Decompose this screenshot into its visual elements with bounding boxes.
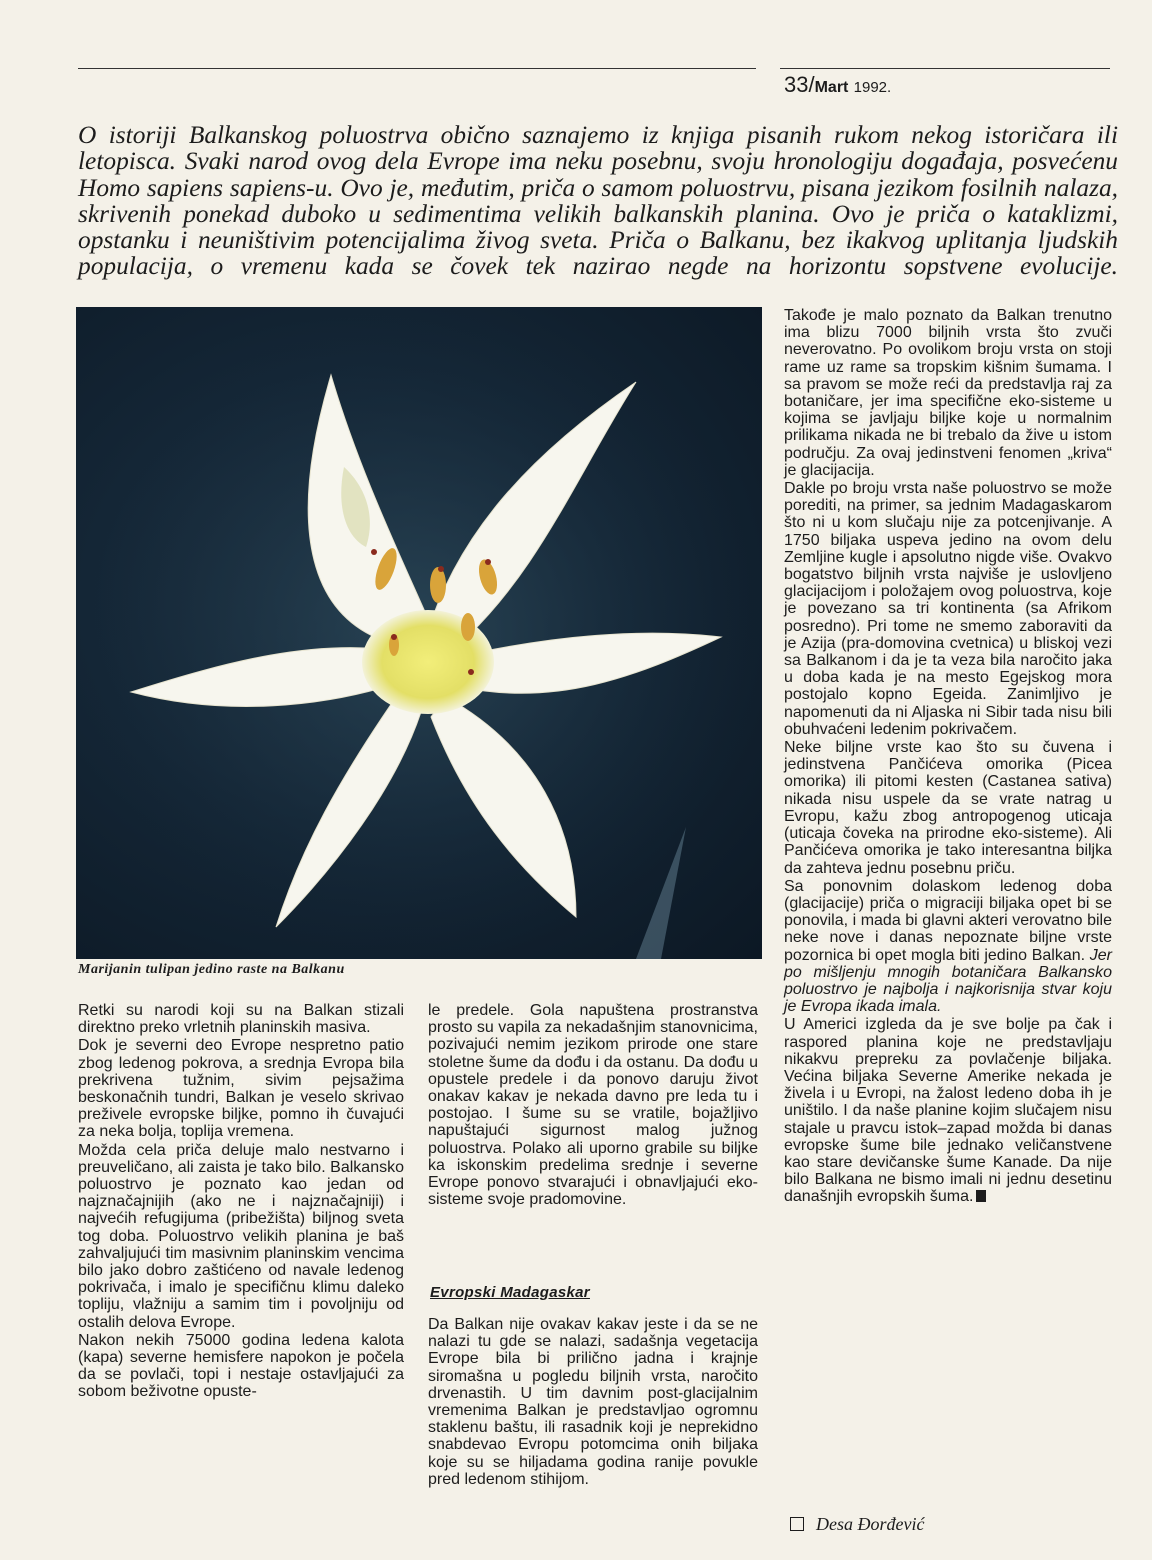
article-column-3 — [784, 307, 1112, 1206]
section-subheading: Evropski Madagaskar — [430, 1284, 590, 1301]
paragraph: le predele. Gola napuštena prostranstva prosto su vapila za nekadašnjim stanovnicima, pozivajući nemim jezikom prirode one stare stoletne šume da dođu i da ostanu. Da dođu u opustele predele i da ponovo daruju život onakav kakav je nekada davno pre leda tu i postojao. I šume su se vratile, bojažljivo napuštajući sigurnost malog južnog poluostrva. Polako ali uporno grabile su biljke ka iskonskim predelima srednje i severne Evrope ponovo stvarajući i obnavljajući eko-sisteme svoje pradomovine. — [428, 1002, 758, 1209]
article-column-2-bottom — [428, 1316, 758, 1488]
paragraph: Možda cela priča deluje malo nestvarno i preuveličano, ali zaista je tako bilo. Balkansko poluostrvo je poznato kao jedan od najznačajnijih (ako ne i najznačajniji) i najvećih refugijuma (pribežišta) biljnog sveta tog doba. Poluostrvo velikih planina je baš zahvaljujući tim masivnim planinskim vencima bilo jako dobro zaštićeno od navale ledenog pokrivača, i imalo je specifičnu klimu daleko topliju, vlažniju a samim tim i povoljniju od ostalih delova Evrope. — [78, 1141, 404, 1331]
paragraph: Dakle po broju vrsta naše poluostrvo se može porediti, na primer, sa jednim Madagaskarom što ni u kom slučaju nije za potcenjivanje. A 1750 biljaka uspeva jedino na ovom delu Zemljine kugle i apsolutno nigde više. Ovakvo bogatstvo biljnih vrsta najviše je uslovljeno glacijacijom i položajem ovog poluostrva, koje je povezano sa tri kontinenta (sa Afrikom posredno). Pri tome ne smemo zaboraviti da je Azija (pra-domovina cvetnica) u bliskoj vezi sa Balkanom i da je ta veza bila naročito jaka u doba kada je na mesto Egejskog mora postojalo kopno Egeida. Zanimljivo je napomenuti da ni Aljaska ni Sibir tada nisu bili obuhvaćeni ledenim pokrivačem. — [784, 480, 1112, 738]
tulip-illustration — [76, 307, 762, 959]
author-byline — [790, 1514, 924, 1535]
photo-caption: Marijanin tulipan jedino raste na Balkanu — [78, 962, 345, 977]
paragraph — [784, 1016, 1112, 1205]
paragraph-italic-text: Jer po mišljenju mnogih botaničara Balkansko poluostrvo je najbolja i najkorisnija stvar koju je Evropa ikada imala. — [784, 946, 1112, 1016]
paragraph: Takođe je malo poznato da Balkan trenutno ima blizu 7000 biljnih vrsta što zvuči neverovatno. Po ovolikom broju vrsta on stoji rame uz rame sa tropskim kišnim šumama. I sa pravom se može reći da predstavlja raj za botaničare, jer ima specifične eko-sisteme u kojima se javljaju biljke koje u normalnim prilikama nikada ne bi trebalo da žive u istom području. Za ovaj jedinstveni fenomen „kriva“ je glacijacija. — [784, 307, 1112, 479]
paragraph: Dok je severni deo Evrope nespretno patio zbog ledenog pokrova, a srednja Evropa bila prekrivena tužnim, sivim pejsažima beskonačnih tundri, Balkan je veselo skrivao preživele evropske biljke, pomno ih čuvajući za neka bolja, toplija vremena. — [78, 1037, 404, 1141]
header-rule-right — [780, 68, 1110, 69]
tulip-photo — [76, 307, 762, 959]
byline-box-icon — [790, 1517, 804, 1531]
page-number: 33/ — [784, 72, 815, 97]
paragraph: Da Balkan nije ovakav kakav jeste i da se ne nalazi tu gde se nalazi, sadašnja vegetacija Evrope bila bi prilično jadna i krajnje siromašna u pogledu biljnih vrsta, naročito drvenastih. U tim davnim post-glacijalnim vremenima Balkan je predstavljao ogromnu staklenu baštu, ili rasadnik koji je neprekidno snabdevao Evropu potomcima onih biljaka koje su se hiljadama godina ranije povukle pred ledenom stihijom. — [428, 1316, 758, 1488]
issue-month: Mart — [814, 79, 849, 96]
article-column-1 — [78, 1002, 404, 1401]
author-name: Desa Đorđević — [816, 1514, 925, 1534]
article-column-2-top — [428, 1002, 758, 1208]
issue-year: 1992. — [853, 79, 892, 96]
paragraph: Nakon nekih 75000 godina ledena kalota (kapa) severne hemisfere napokon je počela da se povlači, topi i nestaje ostavljajući za sobom beživotne opuste- — [78, 1331, 404, 1401]
paragraph — [784, 878, 1112, 1016]
page-folio — [784, 72, 891, 98]
paragraph-text: U Americi izgleda da je sve bolje pa čak i raspored planina koje ne predstavljaju nikakvu prepreku za povlačenje biljaka. Većina biljaka Severne Amerike nekada je živela i u Evropi, na žalost ledeno doba ih je uništilo. I da naše planine kojim slučajem nisu stajale u pravcu istok–zapad možda bi danas evropske šume bile jednako veličanstvene kao stare devičanske šume Kanade. Da nije bilo Balkana ne bismo imali ni jednu desetinu današnjih evropskih šuma. — [784, 1016, 1112, 1206]
paragraph: Neke biljne vrste kao što su čuvena i jedinstvena Pančićeva omorika (Picea omorika) ili pitomi kesten (Castanea sativa) nikada nisu uspele da se vrate natrag u Evropu, kažu zbog antropogenog uticaja (uticaja čoveka na prirodne eko-sisteme). Ali Pančićeva omorika je tako interesantna biljka da zahteva jednu posebnu priču. — [784, 739, 1112, 877]
paragraph-text: Sa ponovnim dolaskom ledenog doba (glacijacije) priča o migraciji biljaka opet bi se ponovila, i mada bi glavni akteri verovatno bile neke nove i danas nepoznate biljne vrste pozornica bi opet mogla biti jedino Balkan. — [784, 877, 1112, 964]
paragraph: Retki su narodi koji su na Balkan stizali direktno preko vrletnih planinskih masiva. — [78, 1002, 404, 1037]
lead-paragraph: O istoriji Balkanskog poluostrva obično saznajemo iz knjiga pisanih rukom nekog istoričara ili letopisca. Svaki narod ovog dela Evrope ima neku posebnu, svoju hronologiju događaja, posvećenu Homo sapiens sapiens-u. Ovo je, međutim, priča o samom poluostrvu, pisana jezikom fosilnih nalaza, skrivenih ponekad duboko u sedimentima velikih balkanskih planina. Ovo je priča o kataklizmi, opstanku i neuništivim potencijalima živog sveta. Priča o Balkanu, bez ikakvog uplitanja ljudskih populacija, o vremenu kada se čovek tek nazirao negde na horizontu sopstvene evolucije. — [78, 121, 1118, 281]
header-rule-left — [78, 68, 756, 69]
end-square-icon — [976, 1190, 986, 1202]
